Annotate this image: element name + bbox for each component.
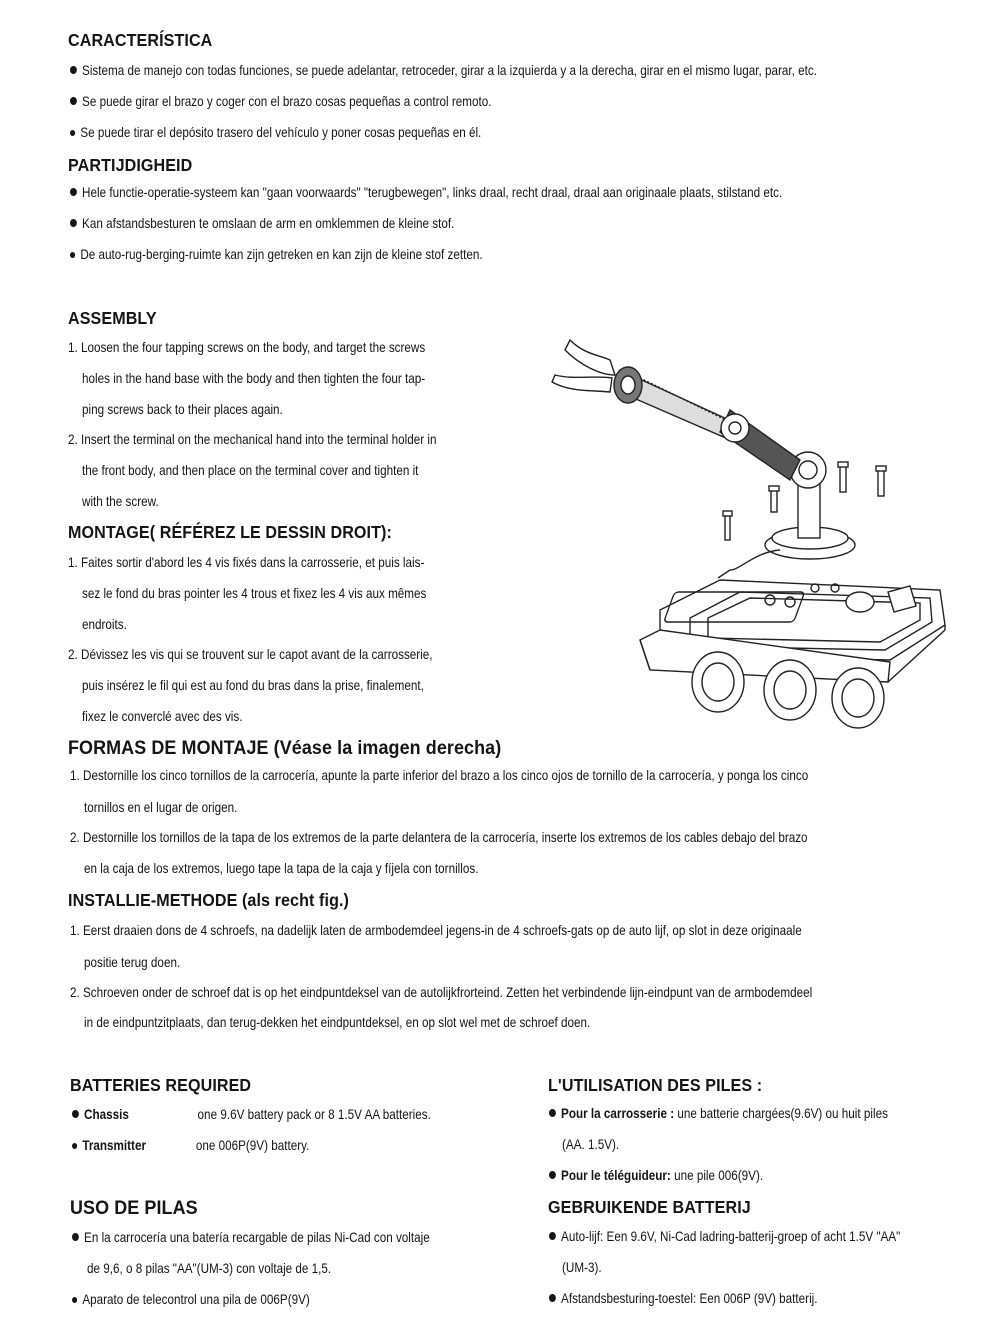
gebruikende-heading: GEBRUIKENDE BATTERIJ [548, 1197, 751, 1217]
batteries-heading: BATTERIES REQUIRED [70, 1075, 252, 1095]
bullet-icon [70, 130, 75, 136]
list-item: Se puede tirar el depósito trasero del vehículo y poner cosas pequeñas en él. [70, 125, 481, 140]
bullet-icon [70, 219, 77, 227]
bullet-icon [70, 252, 75, 258]
bullet-icon [72, 1110, 79, 1118]
bullet-icon [72, 1297, 77, 1303]
list-item: Chassis one 9.6V battery pack or 8 1.5V AA batteries. [72, 1107, 431, 1122]
list-item: Transmitter one 006P(9V) battery. [72, 1138, 309, 1153]
transmitter-label: Transmitter [82, 1138, 147, 1153]
assembly-line: holes in the hand base with the body and then tighten the four tap- [82, 371, 426, 386]
list-item: Auto-lijf: Een 9.6V, Ni-Cad ladring-batterij-groep of acht 1.5V "AA" [549, 1229, 900, 1244]
uso-line: de 9,6, o 8 pilas "AA"(UM-3) con voltaje de 1,5. [87, 1261, 332, 1276]
list-item: Pour le téléguideur: une pile 006(9V). [549, 1168, 763, 1183]
gripper-claw-drawing [552, 340, 615, 392]
chassis-label: Chassis [84, 1107, 129, 1122]
assembly-line: 1. Loosen the four tapping screws on the body, and target the screws [68, 340, 426, 355]
bullet-icon [72, 1143, 77, 1149]
assembly-line: the front body, and then place on the terminal cover and tighten it [82, 463, 419, 478]
list-item: Se puede girar el brazo y coger con el brazo cosas pequeñas a control remoto. [70, 94, 491, 109]
list-item: Pour la carrosserie : une batterie chargées(9.6V) ou huit piles [549, 1106, 888, 1121]
utilisation-line: (AA. 1.5V). [562, 1137, 620, 1152]
bullet-icon [72, 1233, 79, 1241]
assembly-line: 2. Insert the terminal on the mechanical hand into the terminal holder in [68, 432, 437, 447]
bullet-icon [70, 66, 77, 74]
assembly-line: with the screw. [82, 494, 159, 509]
bullet-icon [549, 1109, 556, 1117]
bullet-icon [70, 188, 77, 196]
uso-heading: USO DE PILAS [70, 1197, 198, 1219]
installie-line: in de eindpuntzitplaats, dan terug-dekken het eindpuntdeksel, en op slot wel met de schroef doen. [84, 1015, 591, 1030]
montage-line: sez le fond du bras pointer les 4 trous et fixez les 4 vis aux mêmes [82, 586, 427, 601]
montage-line: 2. Dévissez les vis qui se trouvent sur le capot avant de la carrosserie, [68, 647, 433, 662]
utilisation-heading: L'UTILISATION DES PILES : [548, 1075, 763, 1095]
installie-line: positie terug doen. [84, 955, 181, 970]
bullet-icon [549, 1294, 556, 1302]
partijdigheid-heading: PARTIJDIGHEID [68, 155, 193, 175]
installie-line: 2. Schroeven onder de schroef dat is op het eindpuntdeksel van de autolijkfrorteind. Zetten het verbindende lijn-eindpunt van de armbodemdeel [70, 985, 813, 1000]
list-item: Kan afstandsbesturen te omslaan de arm en omklemmen de kleine stof. [70, 216, 454, 231]
montage-line: fixez le converclé avec des vis. [82, 709, 243, 724]
bullet-icon [70, 97, 77, 105]
bullet-icon [549, 1232, 556, 1240]
montage-line: endroits. [82, 617, 127, 632]
montage-line: puis insérez le fil qui est au fond du bras dans la prise, finalement, [82, 678, 424, 693]
list-item: Aparato de telecontrol una pila de 006P(9V) [72, 1292, 310, 1307]
list-item: De auto-rug-berging-ruimte kan zijn getreken en kan zijn de kleine stof zetten. [70, 247, 483, 262]
montage-heading: MONTAGE( RÉFÉREZ LE DESSIN DROIT): [68, 522, 392, 542]
formas-line: tornillos en el lugar de origen. [84, 800, 238, 815]
list-item: Afstandsbesturing-toestel: Een 006P (9V) batterij. [549, 1291, 818, 1306]
formas-line: 2. Destornille los tornillos de la tapa de los extremos de la parte delantera de la carrocería, inserte los extremos de los cables debajo del brazo [70, 830, 808, 845]
formas-line: en la caja de los extremos, luego tape la tapa de la caja y fíjela con tornillos. [84, 861, 479, 876]
list-item: En la carrocería una batería recargable de pilas Ni-Cad con voltaje [72, 1230, 430, 1245]
bullet-icon [549, 1171, 556, 1179]
list-item: Hele functie-operatie-systeem kan "gaan voorwaards" "terugbewegen", links draal, recht draal, draal aan originaale plaats, stilstand etc. [70, 185, 782, 200]
assembly-line: ping screws back to their places again. [82, 402, 283, 417]
gebruikende-line: (UM-3). [562, 1260, 602, 1275]
installie-line: 1. Eerst draaien dons de 4 schroefs, na dadelijk laten de armbodemdeel jegens-in de 4 schroefs-gats op de auto lijf, op slot in deze originaale [70, 923, 802, 938]
robot-arm-vehicle-illustration [540, 330, 960, 730]
formas-heading: FORMAS DE MONTAJE (Véase la imagen derecha) [68, 737, 502, 759]
caracteristica-heading: CARACTERÍSTICA [68, 30, 213, 50]
robot-arm-drawing [614, 367, 800, 480]
assembly-heading: ASSEMBLY [68, 308, 157, 328]
installie-heading: INSTALLIE-METHODE (als recht fig.) [68, 890, 350, 910]
montage-line: 1. Faites sortir d'abord les 4 vis fixés dans la carrosserie, et puis lais- [68, 555, 425, 570]
list-item: Sistema de manejo con todas funciones, se puede adelantar, retroceder, girar a la izquierda y a la derecha, girar en el mismo lugar, parar, etc. [70, 63, 817, 78]
formas-line: 1. Destornille los cinco tornillos de la carrocería, apunte la parte inferior del brazo a los cinco ojos de tornillo de la carrocería, y ponga los cinco [70, 768, 809, 783]
